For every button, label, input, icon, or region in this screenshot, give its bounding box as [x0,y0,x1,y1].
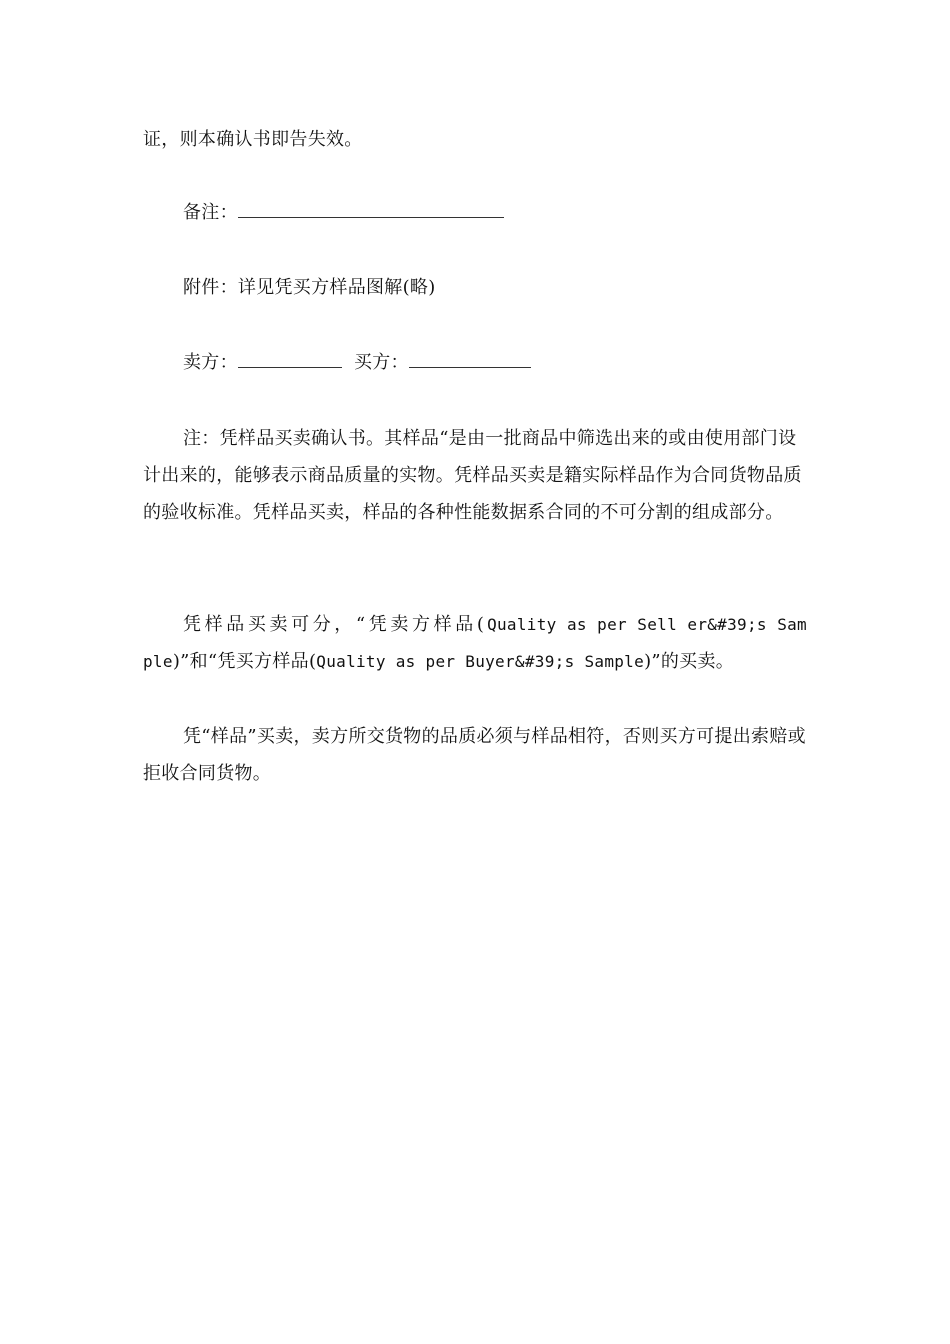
types-en-1: Quality as per Sell er&#39;s Sample [143,615,807,671]
types-cn-1: 凭样品买卖可分，“凭卖方样品( [183,614,488,635]
types-cn-2: )”和“凭买方样品( [172,651,317,672]
buyer-blank [409,349,531,368]
seller-blank [238,349,342,368]
note-paragraph: 注：凭样品买卖确认书。其样品“是由一批商品中筛选出来的或由使用部门设计出来的，能够表示商品质量的实物。凭样品买卖是籍实际样品作为合同货物品质的验收标准。凭样品买卖，样品的各种性能数据系合同的不可分割的组成部分。 [143,428,802,523]
signature-line [183,348,531,378]
remark-line [183,198,504,228]
last-paragraph: 凭“样品”买卖，卖方所交货物的品质必须与样品相符，否则买方可提出索赔或拒收合同货物。 [143,726,806,784]
seller-label: 卖方： [183,352,238,373]
attachment-line: 附件：详见凭买方样品图解(略) [183,277,436,298]
remark-label: 备注： [183,202,238,223]
paragraph-continuation: 证，则本确认书即告失效。 [143,129,363,150]
remark-blank [238,199,504,218]
types-cn-3: )”的买卖。 [644,651,735,672]
types-en-2: Quality as per Buyer&#39;s Sample [316,652,645,671]
buyer-label: 买方： [353,352,409,373]
sample-types-paragraph [143,606,807,680]
